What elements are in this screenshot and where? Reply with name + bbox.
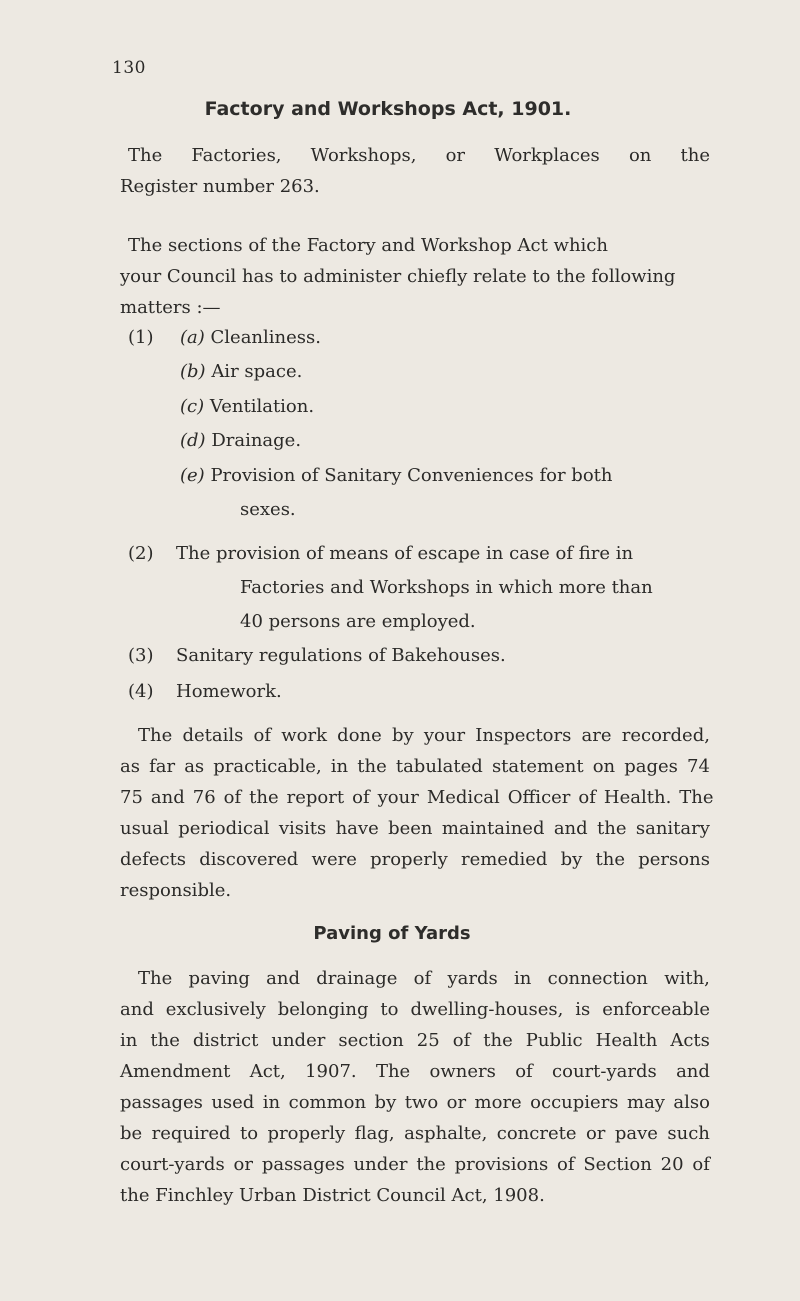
paragraph-paving [112,963,710,1211]
word: practicable, [213,756,322,777]
word: and [553,818,588,839]
word: 20 [660,1154,684,1175]
word: persons [638,849,710,870]
word: report [286,787,345,808]
word: may [627,1092,665,1113]
paragraph-sections [112,230,710,323]
word: 74 [687,756,710,777]
word: your [423,725,466,746]
word: passages [120,1092,203,1113]
word: of [452,1030,471,1051]
text-line [112,813,710,844]
word: done [337,725,382,746]
list-item [180,460,612,491]
list-text: Ventilation. [209,396,315,417]
word: used [211,1092,255,1113]
word: by [391,725,414,746]
list-text: Drainage. [211,430,302,451]
word: also [673,1092,710,1113]
word: to [380,999,399,1020]
word: on [628,145,652,166]
word: such [667,1123,710,1144]
word: maintained [441,818,545,839]
word: the [357,756,387,777]
list-text: Cleanliness. [210,327,321,348]
word: and [120,999,154,1020]
word: Workshops, [310,145,417,166]
word: with, [664,968,710,989]
word: of [515,1061,533,1082]
word: The [128,145,163,166]
text-line [112,1118,710,1149]
page-number: 130 [112,58,146,78]
word: defects [120,849,187,870]
word: discovered [199,849,299,870]
list-letter: (a) [180,327,205,348]
word: the [680,145,710,166]
word: under [353,1154,408,1175]
word: Medical [426,787,500,808]
text-line: The sections of the Factory and Workshop Act which [128,235,608,256]
list-text: Homework. [176,681,282,702]
list-text-continued: Factories and Workshops in which more than [240,577,653,598]
word: your [377,787,419,808]
list-item [180,391,314,422]
word: occupiers [530,1092,619,1113]
word: are [581,725,612,746]
text-line [112,720,710,751]
word: and [266,968,300,989]
word: flag, [354,1123,395,1144]
word: visits [278,818,327,839]
word: in [262,1092,281,1113]
text-line [112,1056,710,1087]
text-line [112,1087,710,1118]
word: The [375,1061,411,1082]
list-letter: (d) [180,430,206,451]
text-line: matters :— [120,297,221,318]
word: Section [583,1154,652,1175]
word: owners [429,1061,496,1082]
word: or [233,1154,253,1175]
word: asphalte, [404,1123,488,1144]
word: or [585,1123,606,1144]
word: Officer [507,787,571,808]
list-number: (2) [128,543,154,564]
list-item [180,425,301,456]
word: as [184,756,205,777]
word: district [192,1030,259,1051]
word: The [679,787,714,808]
word: two [404,1092,439,1113]
word: in [120,1030,138,1051]
word: drainage [316,968,398,989]
word: be [120,1123,143,1144]
word: in [514,968,532,989]
word: have [335,818,379,839]
list-letter: (b) [180,361,206,382]
text-line: responsible. [120,880,232,901]
word: common [288,1092,367,1113]
word: court-yards [552,1061,657,1082]
word: The [138,968,173,989]
list-text-continued: 40 persons are employed. [240,611,476,632]
text-line [112,140,710,171]
word: of [352,787,370,808]
text-line: Register number 263. [120,176,320,197]
word: of [578,787,596,808]
paragraph-register [112,140,710,202]
word: properly [370,849,448,870]
word: Factories, [191,145,282,166]
section-heading-factory-act: Factory and Workshops Act, 1901. [204,98,572,120]
word: Inspectors [475,725,572,746]
word: provisions [454,1154,549,1175]
word: paving [188,968,250,989]
word: sanitary [635,818,710,839]
list-text-continued: sexes. [240,499,296,520]
word: or [446,1092,467,1113]
word: passages [261,1154,345,1175]
word: far [149,756,176,777]
list-item [180,322,321,353]
word: connection [547,968,648,989]
word: the [150,1030,180,1051]
text-line [112,844,710,875]
word: of [557,1154,575,1175]
list-text: Air space. [211,361,303,382]
word: court-yards [120,1154,225,1175]
word: of [692,1154,710,1175]
word: exclusively [165,999,266,1020]
word: the [595,849,626,870]
word: to [240,1123,259,1144]
text-line [112,994,710,1025]
word: Acts [670,1030,710,1051]
word: pave [614,1123,658,1144]
word: 25 [416,1030,440,1051]
list-number: (3) [128,645,154,666]
word: of [413,968,432,989]
word: under [271,1030,326,1051]
list-letter: (c) [180,396,205,417]
list-text: The provision of means of escape in case of fire in [176,543,634,564]
word: is [575,999,591,1020]
list-text: Provision of Sanitary Conveniences for both [210,465,613,486]
word: tabulated [395,756,483,777]
word: by [374,1092,397,1113]
word: the [249,787,279,808]
word: belonging [277,999,369,1020]
text-line [112,782,714,813]
word: remedied [460,849,548,870]
word: as [120,756,140,777]
word: usual [120,818,169,839]
word: the [483,1030,513,1051]
word: properly [267,1123,346,1144]
word: and [150,787,185,808]
word: pages [624,756,678,777]
word: periodical [178,818,270,839]
word: 76 [192,787,216,808]
word: Health [595,1030,658,1051]
word: required [151,1123,231,1144]
text-line [112,963,710,994]
word: recorded, [621,725,710,746]
word: Public [525,1030,583,1051]
word: the [416,1154,446,1175]
text-line: the Finchley Urban District Council Act, 1908. [120,1185,545,1206]
word: or [445,145,466,166]
list-text: Sanitary regulations of Bakehouses. [176,645,506,666]
word: been [388,818,433,839]
word: and [676,1061,710,1082]
word: on [592,756,616,777]
word: yards [447,968,498,989]
word: of [223,787,242,808]
section-heading-paving: Paving of Yards [313,923,471,944]
word: by [560,849,583,870]
word: section [338,1030,404,1051]
word: 75 [120,787,143,808]
word: in [330,756,349,777]
word: details [182,725,244,746]
word: work [281,725,327,746]
list-letter: (e) [180,465,205,486]
word: concrete [496,1123,577,1144]
text-line [112,1025,710,1056]
list-number: (4) [128,681,154,702]
paragraph-details [112,720,714,906]
word: more [474,1092,522,1113]
word: were [311,849,357,870]
word: the [597,818,627,839]
word: 1907. [305,1061,357,1082]
word: statement [491,756,584,777]
word: Amendment [120,1061,231,1082]
word: The [138,725,173,746]
text-line [112,1149,710,1180]
word: Workplaces [494,145,600,166]
list-item [180,356,302,387]
text-line: your Council has to administer chiefly relate to the following [120,266,676,287]
word: of [253,725,272,746]
word: Health. [603,787,672,808]
text-line [112,751,710,782]
word: Act, [249,1061,286,1082]
word: dwelling-houses, [410,999,564,1020]
word: enforceable [602,999,710,1020]
list-number: (1) [128,327,154,348]
